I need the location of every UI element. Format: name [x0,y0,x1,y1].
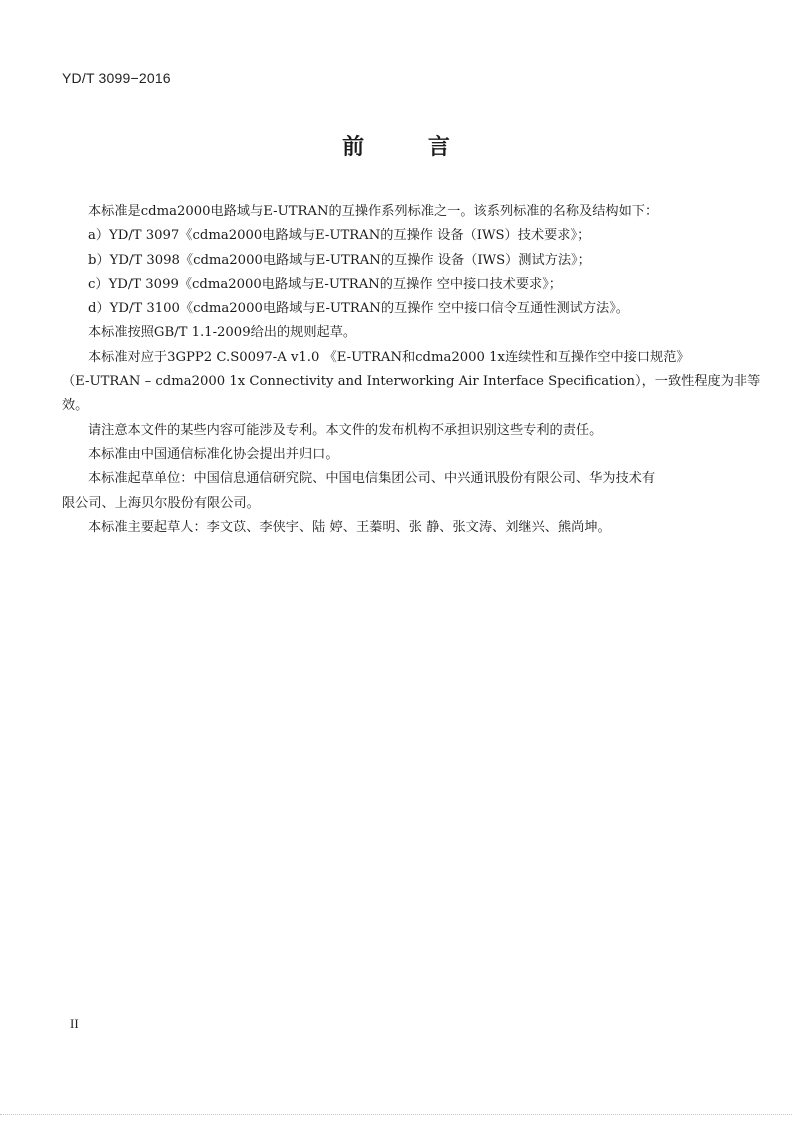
list-item-b: b）YD/T 3098《cdma2000电路域与E-UTRAN的互操作 设备（IWS）测试方法》； [88,252,591,268]
page-number: II [70,1016,79,1031]
drafters-paragraph: 本标准主要起草人：李文苡、李侠宇、陆 婷、王蓁明、张 静、张文涛、刘继兴、熊尚坤。 [88,519,611,535]
correspondence-paragraph-line-2: （E-UTRAN – cdma2000 1x Connectivity and Interworking Air Interface Specification），一致性程度为非等 [62,374,761,390]
list-item-d: d）YD/T 3100《cdma2000电路域与E-UTRAN的互操作 空中接口信令互通性测试方法》。 [88,301,629,317]
correspondence-paragraph-line-3: 效。 [62,398,89,414]
standard-code: YD/T 3099−2016 [62,70,171,86]
proposer-paragraph: 本标准由中国通信标准化协会提出并归口。 [88,446,339,462]
foreword-body [62,200,761,540]
drafting-rules-paragraph: 本标准按照GB/T 1.1-2009给出的规则起草。 [88,325,357,341]
foreword-title: 前 言 [342,135,478,160]
drafting-units-line-2: 限公司、上海贝尔股份有限公司。 [62,495,260,511]
patent-notice-paragraph: 请注意本文件的某些内容可能涉及专利。本文件的发布机构不承担识别这些专利的责任。 [88,422,603,438]
drafting-units-line-1: 本标准起草单位：中国信息通信研究院、中国电信集团公司、中兴通讯股份有限公司、华为技术有 [88,471,656,487]
page-bottom-edge [0,1114,792,1115]
list-item-a: a）YD/T 3097《cdma2000电路域与E-UTRAN的互操作 设备（IWS）技术要求》； [88,228,591,244]
correspondence-paragraph-line-1: 本标准对应于3GPP2 C.S0097-A v1.0 《E-UTRAN和cdma2000 1x连续性和互操作空中接口规范》 [88,349,690,365]
list-item-c: c）YD/T 3099《cdma2000电路域与E-UTRAN的互操作 空中接口技术要求》； [88,276,562,292]
intro-paragraph: 本标准是cdma2000电路域与E-UTRAN的互操作系列标准之一。该系列标准的名称及结构如下： [88,204,659,219]
